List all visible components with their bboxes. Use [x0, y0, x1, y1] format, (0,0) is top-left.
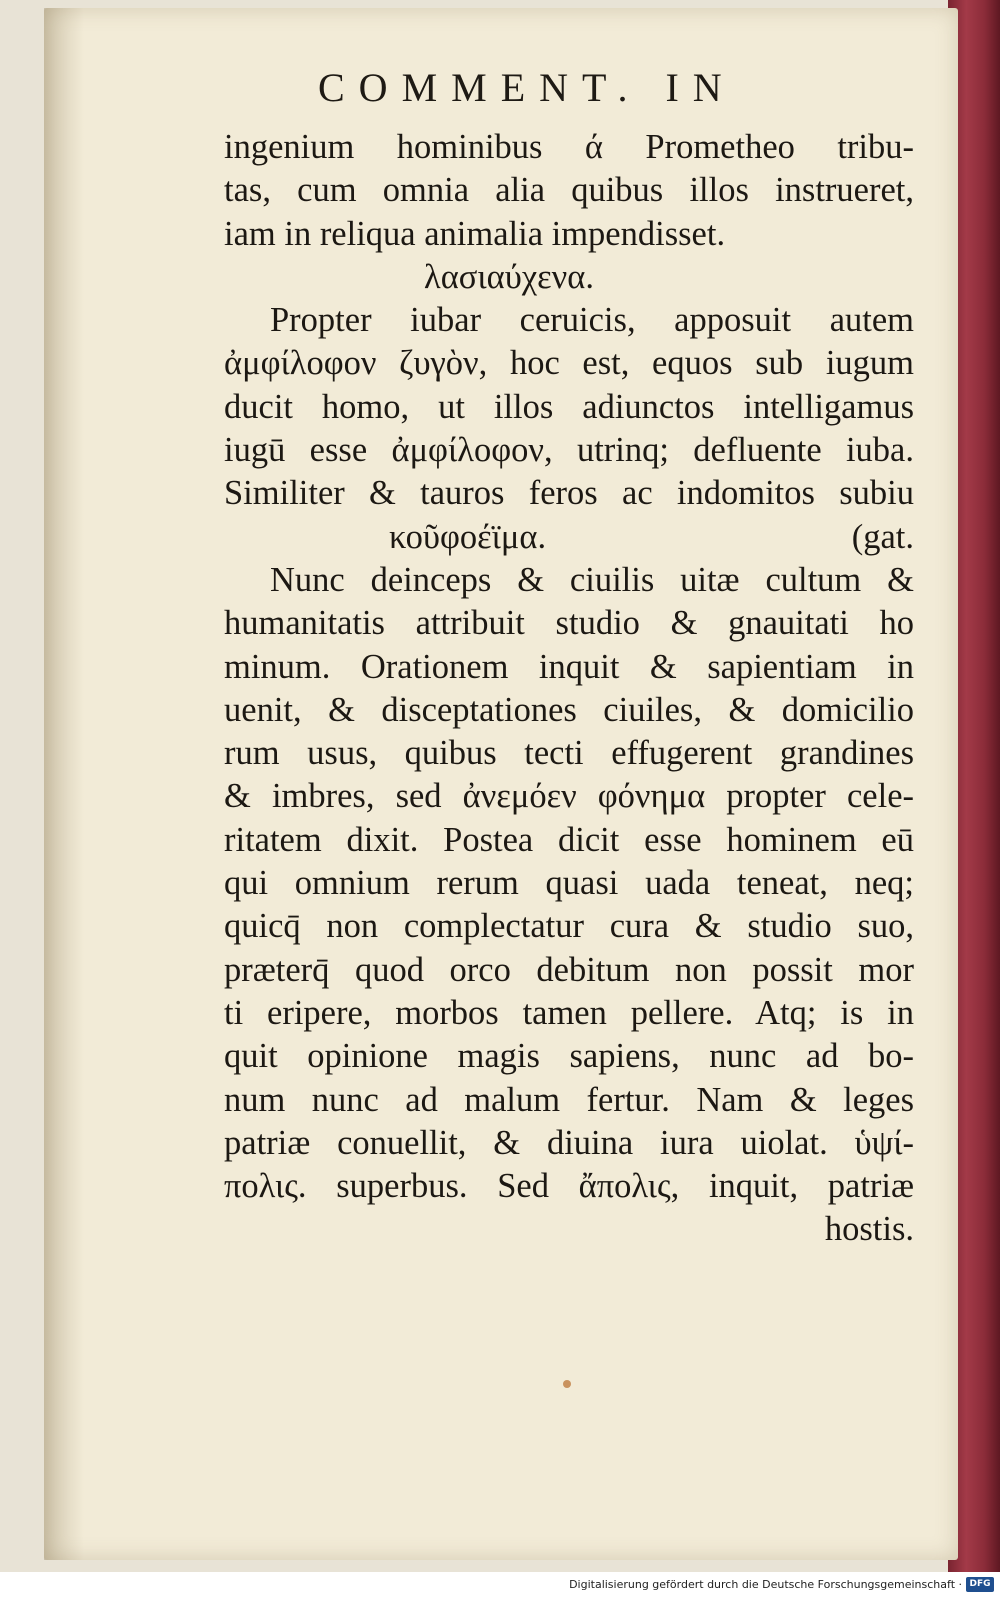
text-line: iam in reliqua animalia impendisset.	[224, 214, 726, 253]
text-line: iugū esse ἀμφίλοφον, utrinq; defluente iuba.	[224, 431, 914, 470]
text-line: minum. Orationem inquit & sapientiam in	[224, 647, 914, 686]
carryover-word: (gat.	[851, 517, 914, 556]
text-line: ingenium hominibus ά Prometheo tribu-	[224, 128, 914, 166]
text-line: qui omnium rerum quasi uada teneat, neq;	[224, 864, 914, 903]
dfg-logo-icon: DFG	[966, 1577, 994, 1592]
catchword: hostis.	[824, 1210, 914, 1249]
text-line: rum usus, quibus tecti effugerent grandines	[224, 734, 914, 773]
text-line: ἀμφίλοφον ζυγὸν, hoc est, equos sub iugum	[224, 344, 914, 383]
gutter-shadow	[44, 8, 84, 1560]
page-body-text	[224, 126, 914, 1252]
paper-stain	[563, 1380, 571, 1388]
text-line: uenit, & disceptationes ciuiles, & domicilio	[224, 690, 914, 729]
text-line: tas, cum omnia alia quibus illos instrueret,	[224, 171, 914, 210]
text-line: num nunc ad malum fertur. Nam & leges	[224, 1080, 914, 1119]
text-line: ti eripere, morbos tamen pellere. Atq; is in	[224, 993, 914, 1032]
lemma-line	[224, 516, 914, 559]
greek-lemma: λασιαύχενα.	[424, 257, 594, 296]
text-line: patriæ conuellit, & diuina iura uiolat. ὑψί-	[224, 1123, 914, 1162]
text-line: Nunc deinceps & ciuilis uitæ cultum &	[270, 560, 914, 599]
text-line: ducit homo, ut illos adiunctos intelligamus	[224, 387, 914, 426]
running-header: COMMENT. IN	[318, 65, 736, 110]
text-line: humanitatis attribuit studio & gnauitati ho	[224, 604, 914, 643]
digitization-footer	[0, 1572, 1000, 1601]
text-line: præterq̄ quod orco debitum non possit mor	[224, 950, 914, 989]
text-line: Propter iubar ceruicis, apposuit autem	[270, 301, 914, 340]
greek-lemma: κοῦφοέϊμα.	[389, 517, 547, 556]
text-line: quit opinione magis sapiens, nunc ad bo-	[224, 1037, 914, 1076]
text-line: ritatem dixit. Postea dicit esse hominem eū	[224, 820, 914, 859]
footer-credit: Digitalisierung gefördert durch die Deutsche Forschungsgemeinschaft ·	[569, 1578, 962, 1591]
text-line: & imbres, sed ἀνεμόεν φόνημα propter cele-	[224, 777, 914, 816]
text-line: Similiter & tauros feros ac indomitos subiu	[224, 474, 914, 513]
text-line: quicq̄ non complectatur cura & studio suo,	[224, 907, 914, 946]
text-line: πολις. superbus. Sed ἄπολις, inquit, patriæ	[224, 1167, 914, 1206]
